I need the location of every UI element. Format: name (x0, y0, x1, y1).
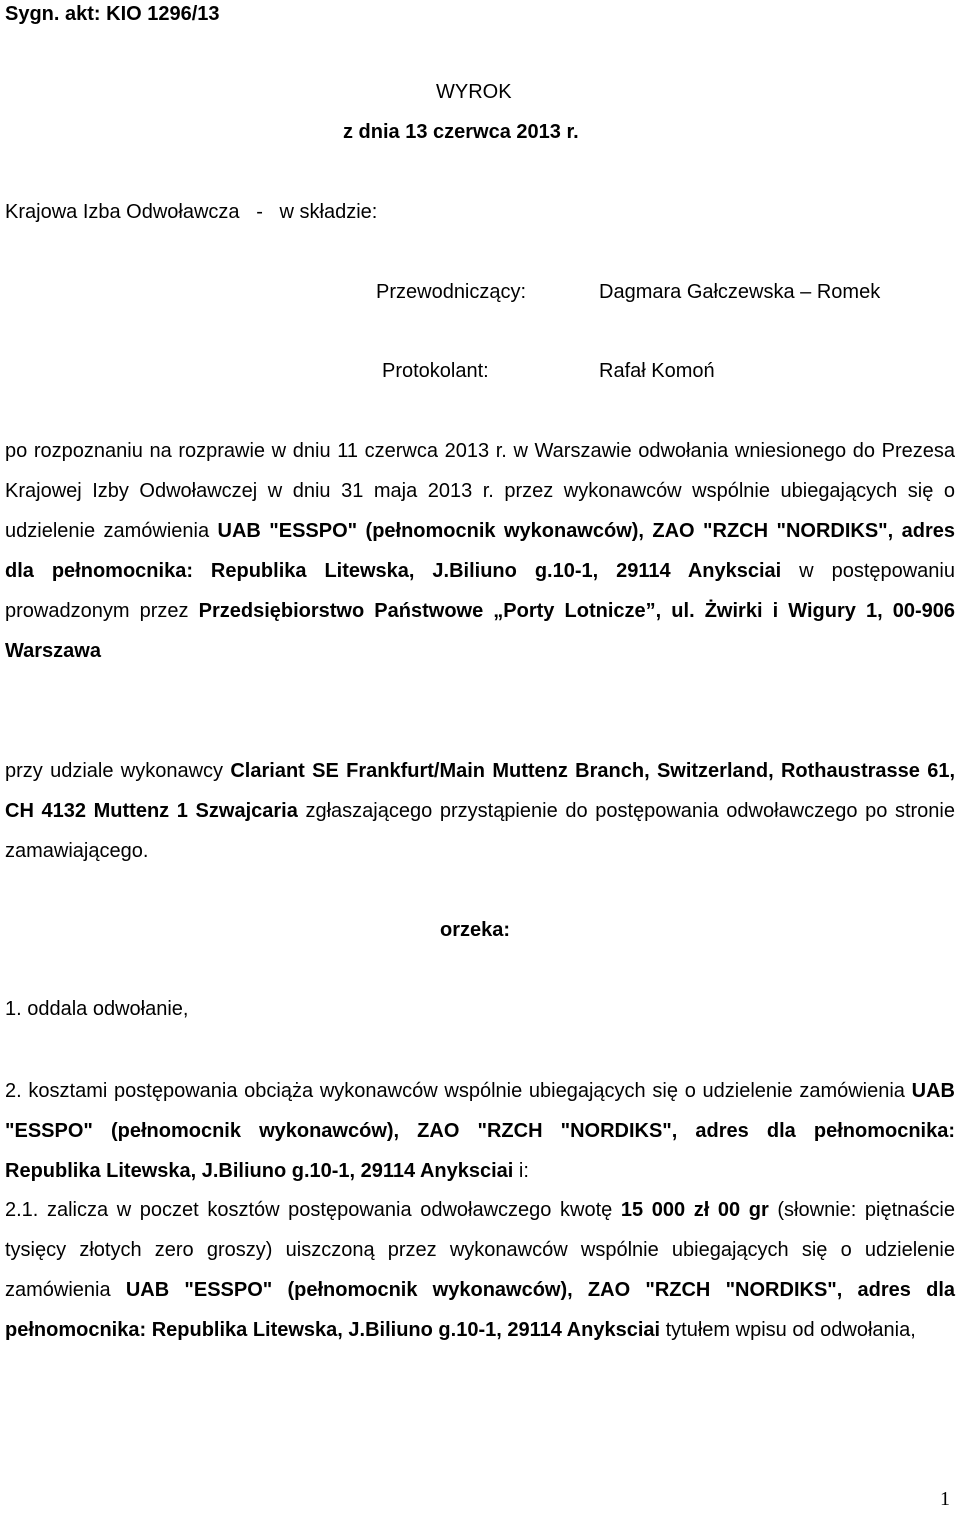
case-reference: Sygn. akt: KIO 1296/13 (5, 3, 220, 25)
appellant-name: UAB "ESSPO" (pełnomocnik wykonawców), ZAO "RZCH "NORDIKS", adres dla pełnomocnika: Republika Litewska, J.Biliuno g.10-1, 29114 Anyksciai (5, 1080, 955, 1182)
document-title: WYROK (436, 81, 512, 103)
clerk-label: Protokolant: (382, 360, 489, 382)
intervener-name: Clariant SE Frankfurt/Main Muttenz Branch, Switzerland, Rothaustrasse 61, CH 4132 Muttenz 1 Szwajcaria (5, 760, 955, 822)
judgment-date: z dnia 13 czerwca 2013 r. (343, 121, 579, 143)
fee-amount: 15 000 zł 00 gr (620, 1199, 769, 1221)
participant-paragraph (5, 751, 955, 871)
text-segment: w postępowaniu prowadzonym przez (5, 560, 955, 622)
appellant-name: UAB "ESSPO" (pełnomocnik wykonawców), ZAO "RZCH "NORDIKS", adres dla pełnomocnika: Republika Litewska, J.Biliuno g.10-1, 29114 Anyksciai (5, 1279, 955, 1341)
text-segment: i: (513, 1160, 529, 1182)
rules-heading: orzeka: (440, 919, 511, 941)
clerk-name: Rafał Komoń (599, 360, 715, 382)
text-segment: (słownie: piętnaście tysięcy złotych zero groszy) uiszczoną przez wykonawców wspólnie ubiegających się o udzielenie zamówienia (5, 1199, 955, 1301)
text-segment: zgłaszającego przystąpienie do postępowania odwoławczego po stronie zamawiającego. (5, 800, 955, 862)
ruling-item-2-1 (5, 1190, 955, 1390)
ruling-item-1: 1. oddala odwołanie, (5, 998, 189, 1020)
text-segment: 2. kosztami postępowania obciąża wykonawców wspólnie ubiegających się o udzielenie zamówienia (5, 1080, 912, 1102)
chair-label: Przewodniczący: (376, 281, 527, 303)
chair-name: Dagmara Gałczewska – Romek (599, 281, 881, 303)
ruling-item-2 (5, 1071, 955, 1191)
text-segment: tytułem wpisu od odwołania, (660, 1319, 916, 1341)
text-segment: przy udziale wykonawcy (5, 760, 231, 782)
text-segment: po rozpoznaniu na rozprawie w dniu 11 czerwca 2013 r. w Warszawie odwołania wniesionego do Prezesa Krajowej Izby Odwoławczej w dniu 31 maja 2013 r. przez wykonawców wspólnie ubiegających się o udzielenie zamówienia (5, 440, 955, 542)
contracting-authority: Przedsiębiorstwo Państwowe „Porty Lotnicze”, ul. Żwirki i Wigury 1, 00-906 Warszawa (5, 600, 956, 662)
page-number: 1 (940, 1488, 950, 1510)
appellant-name: UAB "ESSPO" (pełnomocnik wykonawców), ZAO "RZCH "NORDIKS", adres dla pełnomocnika: Republika Litewska, J.Biliuno g.10-1, 29114 Anyksciai (5, 520, 955, 582)
tribunal-composition: Krajowa Izba Odwoławcza - w składzie: (5, 201, 378, 223)
proceedings-paragraph (5, 431, 955, 711)
text-segment: 2.1. zalicza w poczet kosztów postępowania odwoławczego kwotę (5, 1199, 621, 1221)
